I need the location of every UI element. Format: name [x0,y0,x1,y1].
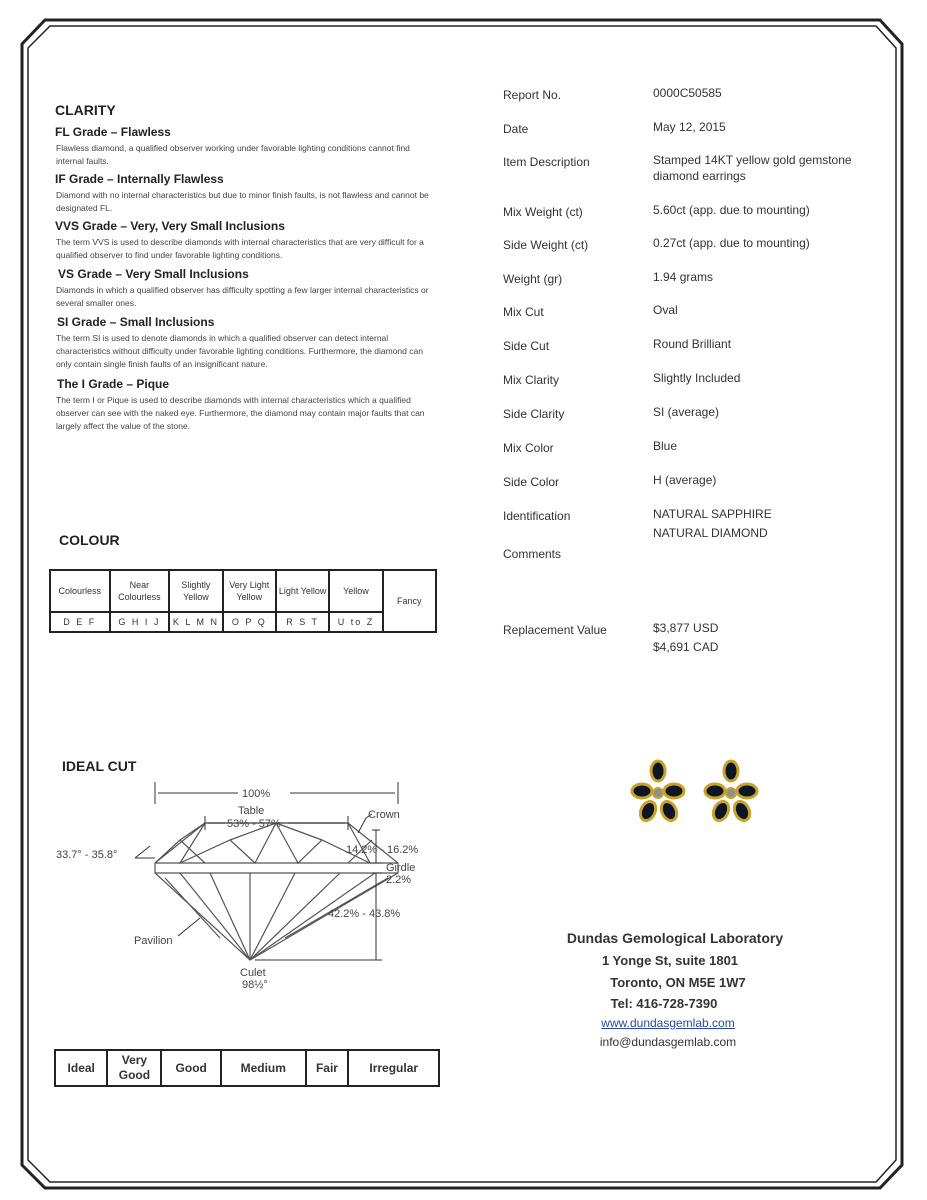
cut-grade-fair: Fair [306,1050,349,1086]
field-value-side-weight: 0.27ct (app. due to mounting) [653,236,810,250]
grade-si-desc: The term SI is used to denote diamonds in which a qualified observer can detect internal characteristics without difficulty under favorable lighting conditions. Furthermore, the diamond can only contain single finish faults of an insignificant nature. [56,333,423,369]
colour-code-opq: O P Q [223,612,276,632]
field-value-side-clarity: SI (average) [653,405,720,419]
field-label-date: Date [503,122,529,136]
field-value-mix-clarity: Slightly Included [653,371,741,385]
cut-grade-ideal: Ideal [55,1050,107,1086]
colour-name-near-colourless: Near Colourless [110,570,170,612]
colour-title: COLOUR [59,532,120,548]
field-label-comments: Comments [503,547,562,561]
field-value-mix-cut: Oval [653,303,678,317]
diagram-crown-height: 14.2% - 16.2% [346,844,419,856]
field-value-report-no: 0000C50585 [653,86,722,100]
diagram-crown-label: Crown [368,809,400,821]
field-value-replacement-cad: $4,691 CAD [653,640,719,654]
field-label-side-cut: Side Cut [503,339,550,353]
field-label-weight-gr: Weight (gr) [503,272,563,286]
colour-code-def: D E F [50,612,110,632]
lab-name: Dundas Gemological Laboratory [566,930,784,946]
cut-grade-very-good: Very Good [107,1050,161,1086]
cut-grade-table [54,1049,440,1087]
grade-i-desc: The term I or Pique is used to describe diamonds with internal characteristics which a qualified observer can see with the naked eye. Furthermore, the diamond may contain major faults that can largely affect the value of the stone. [56,395,425,431]
field-value-item-description: Stamped 14KT yellow gold gemstone diamond earrings [653,153,852,183]
grade-fl-heading: FL Grade – Flawless [55,125,171,139]
lab-address-line2: Toronto, ON M5E 1W7 [610,975,746,990]
grade-if-heading: IF Grade – Internally Flawless [55,172,224,186]
colour-name-yellow: Yellow [329,570,382,612]
diagram-girdle-value: 2.2% [386,874,412,886]
colour-code-klmn: K L M N [169,612,222,632]
diagram-pavilion-label: Pavilion [134,935,173,947]
diagram-table-label: Table [238,805,265,817]
field-label-replacement-value: Replacement Value [503,623,607,637]
field-value-identification-line2: NATURAL DIAMOND [653,526,768,540]
grade-vvs-heading: VVS Grade – Very, Very Small Inclusions [55,219,285,233]
diagram-pavilion-depth: 42.2% - 43.8% [328,908,401,920]
field-label-side-color: Side Color [503,475,560,489]
diamond-proportions-diagram [50,778,450,1003]
field-value-mix-weight: 5.60ct (app. due to mounting) [653,203,810,217]
diagram-girdle-label: Girdle [386,862,416,874]
grade-vvs-desc: The term VVS is used to describe diamonds with internal characteristics that are very difficult for a qualified observer to find under favorable lighting conditions. [56,237,424,260]
diagram-culet-label: Culet [240,967,266,979]
colour-code-u-to-z: U to Z [329,612,382,632]
field-value-side-color: H (average) [653,473,717,487]
field-label-identification: Identification [503,509,571,523]
lab-website-link[interactable]: www.dundasgemlab.com [601,1016,735,1030]
cut-grade-irregular: Irregular [348,1050,439,1086]
grade-vs-heading: VS Grade – Very Small Inclusions [58,267,249,281]
diagram-total-width: 100% [242,788,271,800]
diagram-crown-angle: 33.7° - 35.8° [56,849,118,861]
ideal-cut-title: IDEAL CUT [62,758,137,774]
field-value-weight-gr: 1.94 grams [653,270,714,284]
earrings-photo [628,755,778,830]
field-label-mix-clarity: Mix Clarity [503,373,559,387]
field-value-identification: NATURAL SAPPHIRE [653,507,772,521]
lab-address-line1: 1 Yonge St, suite 1801 [601,953,739,968]
field-label-mix-cut: Mix Cut [503,305,544,319]
field-value-side-cut: Round Brilliant [653,337,732,351]
colour-code-rst: R S T [276,612,329,632]
clarity-title: CLARITY [55,102,116,118]
field-label-mix-color: Mix Color [503,441,554,455]
field-value-replacement-usd: $3,877 USD [653,621,719,635]
colour-code-ghij: G H I J [110,612,170,632]
field-value-date: May 12, 2015 [653,120,726,134]
grade-si-heading: SI Grade – Small Inclusions [57,315,215,329]
diagram-culet-value: 98½° [242,979,268,991]
grade-fl-desc: Flawless diamond, a qualified observer working under favorable lighting conditions cannot find internal faults. [56,143,410,166]
colour-name-colourless: Colourless [50,570,110,612]
colour-scale-table [49,569,437,633]
grade-vs-desc: Diamonds in which a qualified observer has difficulty spotting a few larger internal characteristics or several smaller ones. [56,285,429,308]
earring-right [705,761,757,823]
grade-if-desc: Diamond with no internal characteristics but due to minor finish faults, is not flawless and cannot be designated FL. [56,190,429,213]
field-label-side-clarity: Side Clarity [503,407,565,421]
field-label-side-weight: Side Weight (ct) [503,238,589,252]
colour-name-fancy: Fancy [383,570,436,632]
earring-left [632,761,684,823]
lab-email: info@dundasgemlab.com [599,1035,737,1049]
diagram-table-range: 53% - 57% [227,818,281,830]
field-label-report-no: Report No. [503,88,562,102]
grade-i-heading: The I Grade – Pique [57,377,170,391]
field-label-mix-weight: Mix Weight (ct) [503,205,583,219]
cut-grade-good: Good [161,1050,221,1086]
colour-name-light-yellow: Light Yellow [276,570,329,612]
field-label-item-description: Item Description [503,155,590,169]
field-value-mix-color: Blue [653,439,678,453]
colour-name-very-light-yellow: Very Light Yellow [223,570,276,612]
cut-grade-medium: Medium [221,1050,306,1086]
colour-name-slightly-yellow: Slightly Yellow [169,570,222,612]
lab-phone: Tel: 416-728-7390 [610,996,718,1011]
